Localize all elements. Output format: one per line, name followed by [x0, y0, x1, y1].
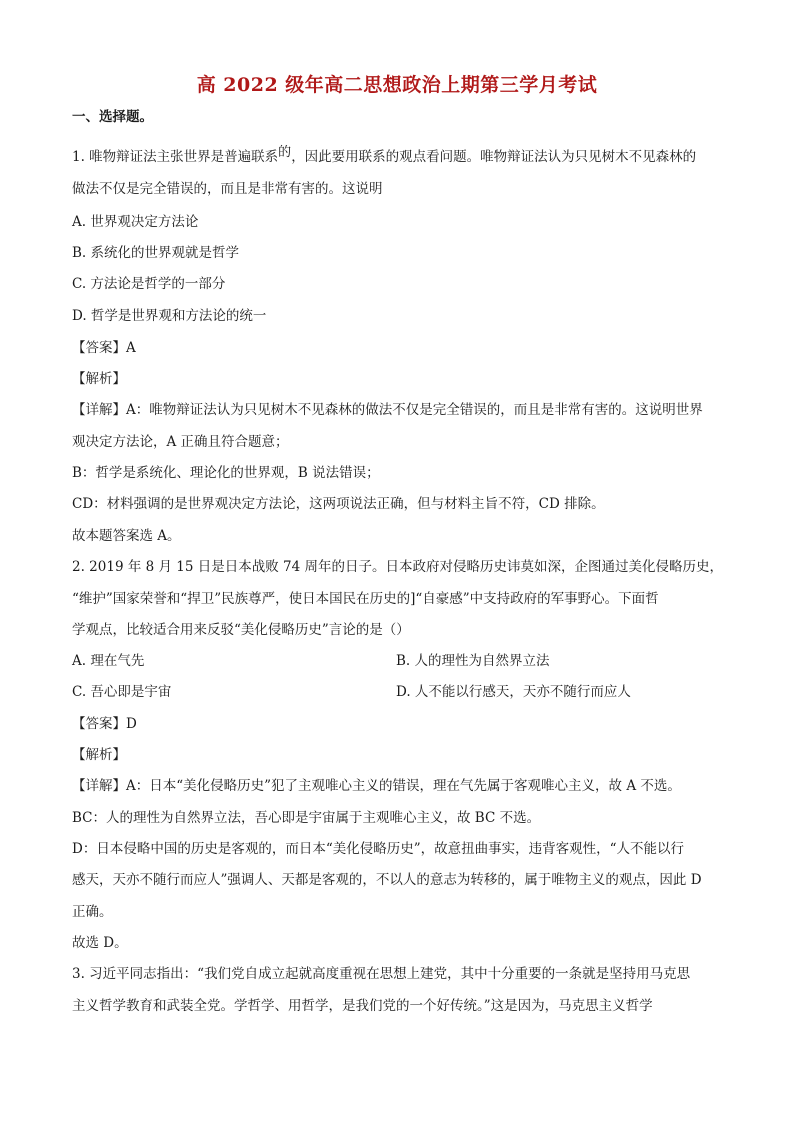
q2-detail-line5: 正确。	[72, 904, 113, 920]
q1-detail-line4: CD：材料强调的是世界观决定方法论，这两项说法正确，但与材料主旨不符，CD 排除。	[72, 496, 605, 512]
q2-detail-line1: 【详解】A：日本“美化侵略历史”犯了主观唯心主义的错误，理在气先属于客观唯心主义，故 A 不选。	[72, 778, 681, 794]
q1-stem-line1-sup: 的	[278, 145, 292, 160]
q2-stem-line2: “维护”国家荣誉和“捍卫”民族尊严，使日本国民在历史的]“自豪感”中支持政府的军事野心。下面哲	[72, 591, 659, 607]
q1-detail-line1: 【详解】A：唯物辩证法认为只见树木不见森林的做法不仅是完全错误的，而且是非常有害的。这说明世界	[72, 402, 703, 418]
q2-option-b: B. 人的理性为自然界立法	[396, 653, 550, 669]
q2-answer: 【答案】D	[72, 716, 137, 732]
q2-conclusion: 故选 D。	[72, 935, 128, 951]
q2-stem-line3: 学观点，比较适合用来反驳“美化侵略历史”言论的是（）	[72, 622, 410, 638]
q2-detail-line3: D：日本侵略中国的历史是客观的，而日本“美化侵略历史”，故意扭曲事实，违背客观性，“人不能以行	[72, 841, 685, 857]
q1-stem-line1-a: 1. 唯物辩证法主张世界是普遍联系	[72, 149, 279, 165]
q2-option-a: A. 理在气先	[72, 653, 145, 669]
q2-stem-line1: 2. 2019 年 8 月 15 日是日本战败 74 周年的日子。日本政府对侵略历史讳莫如深，企图通过美化侵略历史，	[72, 559, 724, 575]
q1-detail-line3: B：哲学是系统化、理论化的世界观，B 说法错误；	[72, 465, 380, 481]
q1-option-b: B. 系统化的世界观就是哲学	[72, 245, 240, 261]
section-heading: 一、选择题。	[72, 109, 153, 125]
q1-conclusion: 故本题答案选 A。	[72, 528, 181, 544]
q2-option-c: C. 吾心即是宇宙	[72, 684, 172, 700]
q1-option-a: A. 世界观决定方法论	[72, 214, 199, 230]
q2-analysis-label: 【解析】	[72, 747, 126, 763]
q3-stem-line1: 3. 习近平同志指出：“我们党自成立起就高度重视在思想上建党，其中十分重要的一条就是坚持用马克思	[72, 966, 691, 982]
q1-option-d: D. 哲学是世界观和方法论的统一	[72, 308, 267, 324]
q1-answer: 【答案】A	[72, 340, 136, 356]
q1-option-c: C. 方法论是哲学的一部分	[72, 276, 226, 292]
q1-analysis-label: 【解析】	[72, 371, 126, 387]
q1-detail-line2: 观决定方法论，A 正确且符合题意；	[72, 434, 289, 450]
q2-option-d: D. 人不能以行感天，天亦不随行而应人	[396, 684, 631, 700]
q2-detail-line4: 感天，天亦不随行而应人”强调人、天都是客观的，不以人的意志为转移的，属于唯物主义的观点，因此 D	[72, 872, 702, 888]
q2-detail-line2: BC：人的理性为自然界立法，吾心即是宇宙属于主观唯心主义，故 BC 不选。	[72, 810, 541, 826]
exam-title: 高 2022 级年高二思想政治上期第三学月考试	[196, 74, 598, 96]
q1-stem-line2: 做法不仅是完全错误的，而且是非常有害的。这说明	[72, 181, 383, 197]
q3-stem-line2: 主义哲学教育和武装全党。学哲学、用哲学，是我们党的一个好传统。”这是因为，马克思主义哲学	[72, 998, 653, 1014]
q1-stem-line1	[72, 145, 697, 167]
q1-stem-line1-b: ，因此要用联系的观点看问题。唯物辩证法认为只见树木不见森林的	[291, 149, 697, 165]
